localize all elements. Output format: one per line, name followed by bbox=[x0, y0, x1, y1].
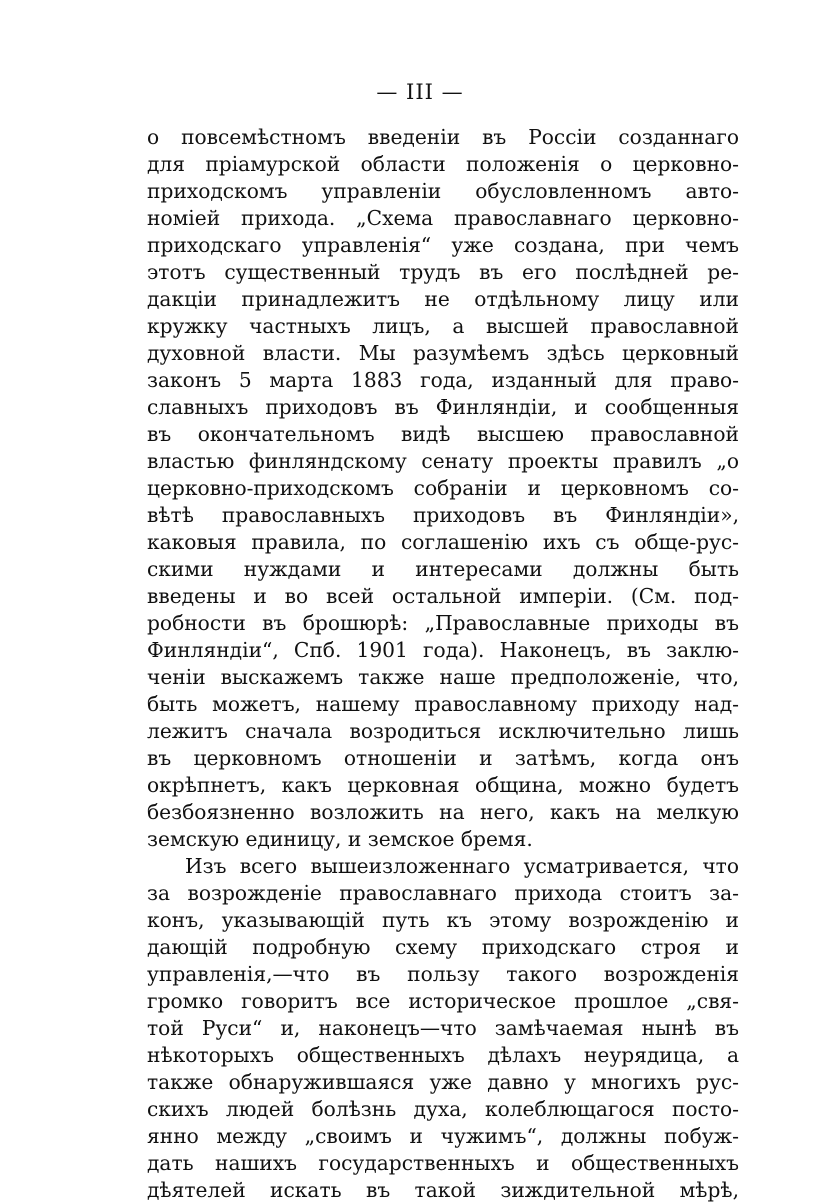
page-number: — III — bbox=[376, 80, 464, 104]
text-line: громко говоритъ все историческое прошлое „свя- bbox=[147, 989, 739, 1013]
text-line: кружку частныхъ лицъ, а высшей православной bbox=[147, 314, 739, 338]
text-line: дать нашихъ государственныхъ и общественныхъ bbox=[147, 1151, 739, 1175]
text-line: церковно-приходскомъ собраніи и церковномъ со- bbox=[147, 476, 739, 500]
text-line: скихъ людей болѣзнь духа, колеблющагося посто- bbox=[147, 1097, 739, 1121]
text-line: быть можетъ, нашему православному приходу над- bbox=[147, 692, 739, 716]
paragraph-start-line: Изъ всего вышеизложеннаго усматривается, что bbox=[185, 854, 739, 878]
text-line: властью финляндскому сенату проекты правилъ „о bbox=[147, 449, 739, 473]
text-line: управленія,—что въ пользу такого возрожденія bbox=[147, 962, 739, 986]
text-line: вѣтѣ православныхъ приходовъ въ Финляндіи», bbox=[147, 503, 739, 527]
text-line: для пріамурской области положенія о церковно- bbox=[147, 152, 739, 176]
text-line: каковыя правила, по соглашенію ихъ съ обще-рус- bbox=[147, 530, 739, 554]
text-line: славныхъ приходовъ въ Финляндіи, и сообщенныя bbox=[147, 395, 739, 419]
text-line: конъ, указывающій путь къ этому возрожденію и bbox=[147, 908, 739, 932]
text-line: нѣкоторыхъ общественныхъ дѣлахъ неурядица, а bbox=[147, 1043, 739, 1067]
text-line: безбоязненно возложить на него, какъ на мелкую bbox=[147, 800, 739, 824]
text-line: окрѣпнетъ, какъ церковная община, можно будетъ bbox=[147, 773, 739, 797]
text-line: введены и во всей остальной имперіи. (См. под- bbox=[147, 584, 739, 608]
text-line: духовной власти. Мы разумѣемъ здѣсь церковный bbox=[147, 341, 739, 365]
text-line: дакціи принадлежитъ не отдѣльному лицу или bbox=[147, 287, 739, 311]
paragraph-end-line: земскую единицу, и земское бремя. bbox=[147, 827, 533, 851]
body-text bbox=[147, 124, 739, 1204]
text-line: въ церковномъ отношеніи и затѣмъ, когда онъ bbox=[147, 746, 739, 770]
text-line: о повсемѣстномъ введеніи въ Россіи созданнаго bbox=[147, 125, 739, 149]
text-line: законъ 5 марта 1883 года, изданный для право- bbox=[147, 368, 739, 392]
text-line: той Руси“ и, наконецъ—что замѣчаемая нынѣ въ bbox=[147, 1016, 739, 1040]
text-line: робности въ брошюрѣ: „Православные приходы въ bbox=[147, 611, 739, 635]
text-line: ченіи выскажемъ также наше предположеніе, что, bbox=[147, 665, 739, 689]
text-line: янно между „своимъ и чужимъ“, должны побуж- bbox=[147, 1124, 739, 1148]
text-line: этотъ существенный трудъ въ его послѣдней ре- bbox=[147, 260, 739, 284]
text-line: въ окончательномъ видѣ высшею православной bbox=[147, 422, 739, 446]
text-line: за возрожденіе православнаго прихода стоитъ за- bbox=[147, 881, 739, 905]
text-line: лежитъ сначала возродиться исключительно лишь bbox=[147, 719, 739, 743]
text-line: приходскаго управленія“ уже создана, при чемъ bbox=[147, 233, 739, 257]
text-line: Финляндіи“, Спб. 1901 года). Наконецъ, въ заклю- bbox=[147, 638, 739, 662]
text-line: приходскомъ управленіи обусловленномъ авто- bbox=[147, 179, 739, 203]
text-line: также обнаружившаяся уже давно у многихъ рус- bbox=[147, 1070, 739, 1094]
text-line: дѣятелей искать въ такой зиждительной мѣрѣ, bbox=[147, 1178, 739, 1202]
text-line: дающій подробную схему приходскаго строя и bbox=[147, 935, 739, 959]
text-line: скими нуждами и интересами должны быть bbox=[147, 557, 739, 581]
text-line: номіей прихода. „Схема православнаго церковно- bbox=[147, 206, 739, 230]
